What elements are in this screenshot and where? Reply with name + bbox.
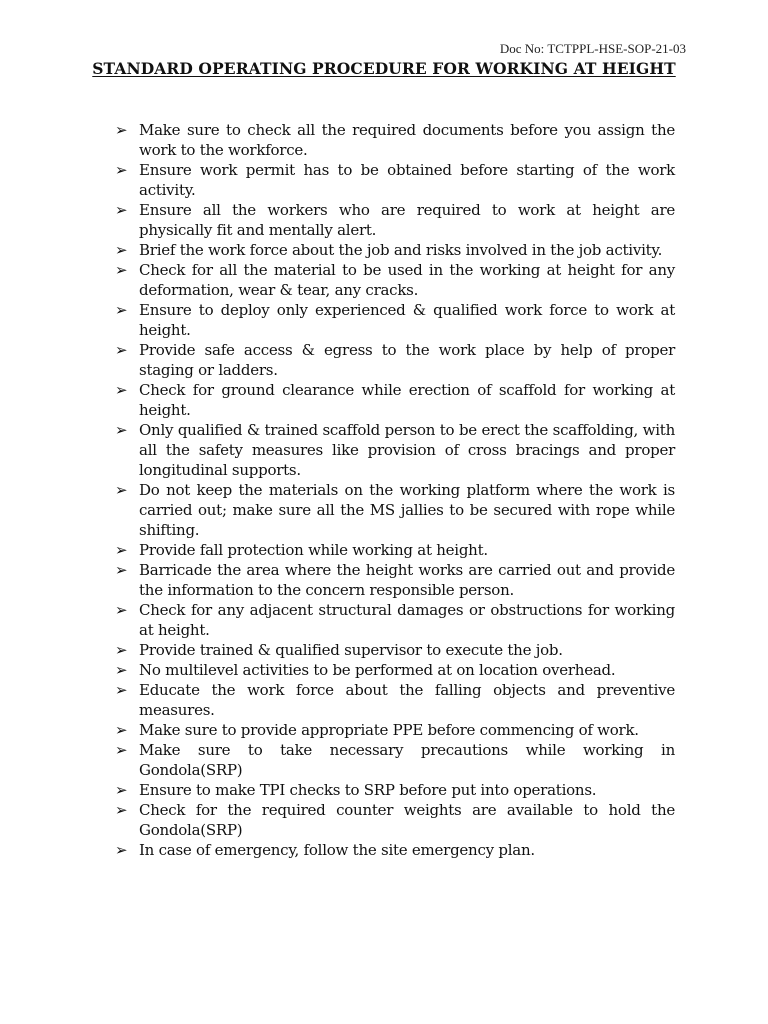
list-item-text: Make sure to check all the required documents before you assign the work to the workforce. (139, 121, 675, 159)
list-item (115, 680, 675, 720)
list-item-text: Check for ground clearance while erection of scaffold for working at height. (139, 381, 675, 419)
arrow-bullet-icon: ➢ (115, 261, 128, 279)
list-item (115, 740, 675, 780)
list-item-text: Provide trained & qualified supervisor to execute the job. (139, 641, 563, 659)
arrow-bullet-icon: ➢ (115, 561, 128, 579)
list-item (115, 340, 675, 380)
list-item (115, 160, 675, 200)
list-item (115, 380, 675, 420)
list-item (115, 640, 675, 660)
arrow-bullet-icon: ➢ (115, 201, 128, 219)
arrow-bullet-icon: ➢ (115, 661, 128, 679)
arrow-bullet-icon: ➢ (115, 301, 128, 319)
list-item-text: Ensure all the workers who are required to work at height are physically fit and mentally alert. (139, 201, 675, 239)
list-item (115, 540, 675, 560)
list-item-text: Ensure to deploy only experienced & qualified work force to work at height. (139, 301, 675, 339)
arrow-bullet-icon: ➢ (115, 341, 128, 359)
arrow-bullet-icon: ➢ (115, 601, 128, 619)
arrow-bullet-icon: ➢ (115, 541, 128, 559)
list-item (115, 240, 675, 260)
arrow-bullet-icon: ➢ (115, 721, 128, 739)
list-item (115, 560, 675, 600)
arrow-bullet-icon: ➢ (115, 381, 128, 399)
list-item (115, 840, 675, 860)
arrow-bullet-icon: ➢ (115, 841, 128, 859)
list-item (115, 300, 675, 340)
sop-list (115, 120, 675, 860)
list-item (115, 120, 675, 160)
list-item (115, 480, 675, 540)
list-item-text: Make sure to provide appropriate PPE before commencing of work. (139, 721, 639, 739)
arrow-bullet-icon: ➢ (115, 421, 128, 439)
arrow-bullet-icon: ➢ (115, 481, 128, 499)
list-item (115, 780, 675, 800)
list-item-text: Check for all the material to be used in the working at height for any deformation, wear & tear, any cracks. (139, 261, 675, 299)
arrow-bullet-icon: ➢ (115, 241, 128, 259)
list-item-text: Barricade the area where the height works are carried out and provide the information to the concern responsible person. (139, 561, 675, 599)
list-item-text: Check for any adjacent structural damages or obstructions for working at height. (139, 601, 675, 639)
arrow-bullet-icon: ➢ (115, 161, 128, 179)
list-item (115, 800, 675, 840)
list-item (115, 660, 675, 680)
list-item (115, 420, 675, 480)
arrow-bullet-icon: ➢ (115, 781, 128, 799)
list-item-text: Check for the required counter weights are available to hold the Gondola(SRP) (139, 801, 675, 839)
arrow-bullet-icon: ➢ (115, 641, 128, 659)
list-item (115, 600, 675, 640)
list-item-text: Do not keep the materials on the working platform where the work is carried out; make sure all the MS jallies to be secured with rope while shifting. (139, 481, 675, 539)
list-item-text: Make sure to take necessary precautions while working in Gondola(SRP) (139, 741, 675, 779)
page-title: STANDARD OPERATING PROCEDURE FOR WORKING AT HEIGHT (92, 59, 676, 78)
list-item-text: No multilevel activities to be performed at on location overhead. (139, 661, 616, 679)
list-item-text: Ensure to make TPI checks to SRP before put into operations. (139, 781, 597, 799)
list-item-text: Provide fall protection while working at height. (139, 541, 488, 559)
arrow-bullet-icon: ➢ (115, 121, 128, 139)
list-item-text: Ensure work permit has to be obtained before starting of the work activity. (139, 161, 675, 199)
list-item-text: Educate the work force about the falling objects and preventive measures. (139, 681, 675, 719)
document-number: Doc No: TCTPPL-HSE-SOP-21-03 (499, 41, 686, 56)
list-item-text: Provide safe access & egress to the work place by help of proper staging or ladders. (139, 341, 675, 379)
list-item (115, 260, 675, 300)
arrow-bullet-icon: ➢ (115, 741, 128, 759)
list-item (115, 720, 675, 740)
arrow-bullet-icon: ➢ (115, 801, 128, 819)
list-item-text: Brief the work force about the job and risks involved in the job activity. (139, 241, 663, 259)
list-item-text: In case of emergency, follow the site emergency plan. (139, 841, 535, 859)
list-item-text: Only qualified & trained scaffold person to be erect the scaffolding, with all the safety measures like provision of cross bracings and proper longitudinal supports. (139, 421, 675, 479)
list-item (115, 200, 675, 240)
arrow-bullet-icon: ➢ (115, 681, 128, 699)
